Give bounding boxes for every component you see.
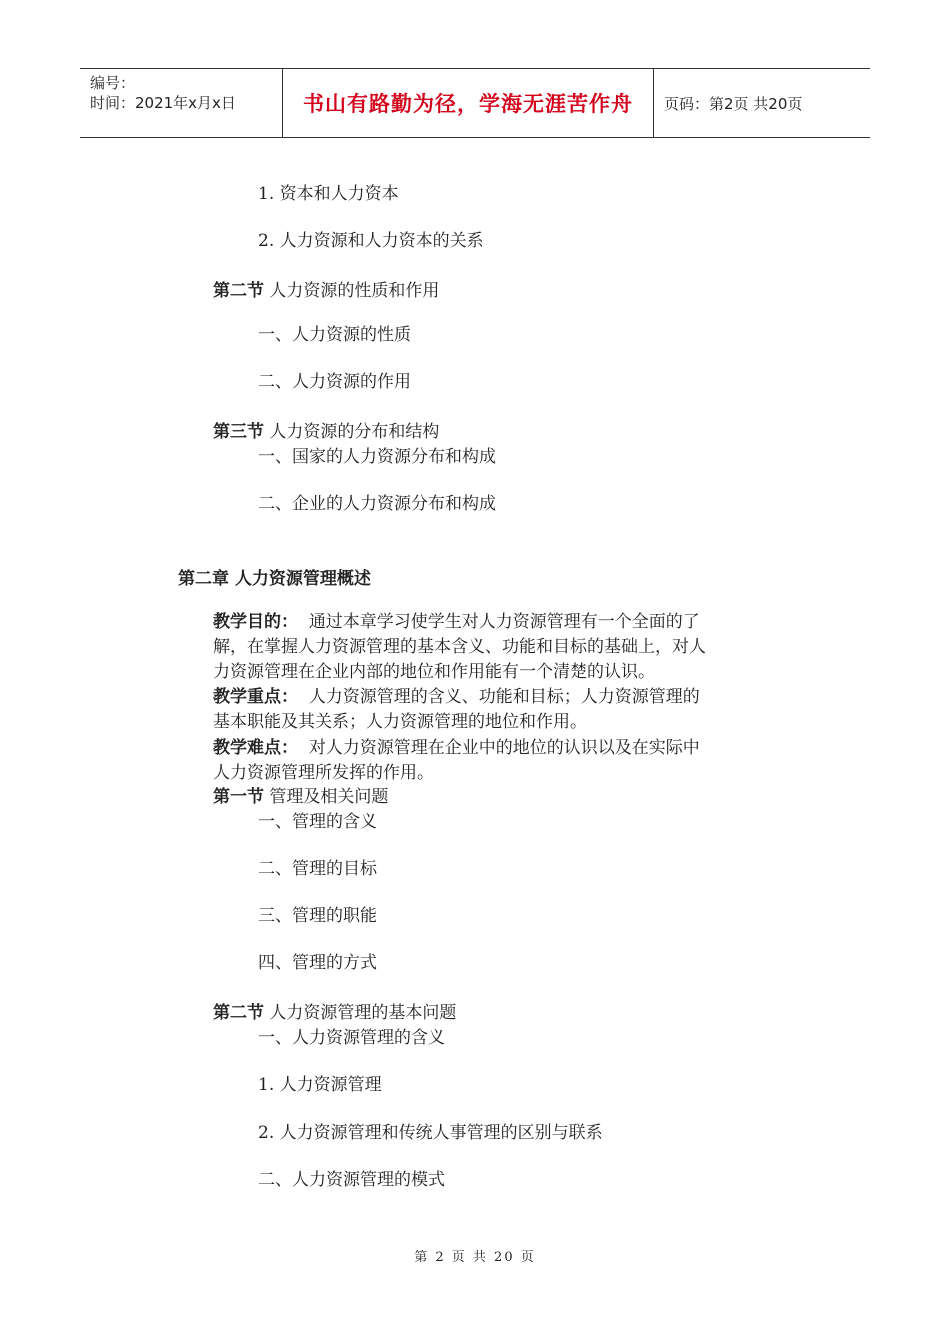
section-label: 第二节 [213, 1003, 264, 1023]
paragraph-line: 基本职能及其关系；人力资源管理的地位和作用。 [213, 712, 587, 732]
outline-item: 一、人力资源的性质 [258, 325, 411, 345]
section-label: 第一节 [213, 787, 264, 807]
goal-label: 教学目的： [213, 612, 298, 632]
section-label: 第三节 [213, 422, 264, 442]
key-label: 教学重点： [213, 687, 298, 707]
outline-item: 一、人力资源管理的含义 [258, 1028, 445, 1048]
teaching-goal [213, 610, 700, 634]
diff-label: 教学难点： [213, 738, 298, 758]
header-motto-cell [282, 69, 654, 137]
paragraph-line: 力资源管理在企业内部的地位和作用能有一个清楚的认识。 [213, 662, 655, 682]
paragraph-line: 人力资源管理所发挥的作用。 [213, 763, 434, 783]
header-meta [80, 69, 282, 137]
outline-item: 一、管理的含义 [258, 812, 377, 832]
outline-item: 二、企业的人力资源分布和构成 [258, 494, 496, 514]
outline-item: 四、管理的方式 [258, 953, 377, 973]
diff-text: 对人力资源管理在企业中的地位的认识以及在实际中 [308, 738, 700, 758]
header-page-info: 页码：第2页 共20页 [664, 94, 803, 113]
outline-item: 一、国家的人力资源分布和构成 [258, 447, 496, 467]
outline-item: 1. 资本和人力资本 [258, 184, 399, 204]
section-title: 人力资源管理的基本问题 [269, 1003, 457, 1023]
section-heading [213, 1001, 456, 1025]
section-heading [213, 279, 439, 303]
section-title: 管理及相关问题 [269, 787, 389, 807]
section-heading [213, 420, 439, 444]
outline-item: 三、管理的职能 [258, 906, 377, 926]
section-title: 人力资源的分布和结构 [269, 422, 440, 442]
header-motto: 书山有路勤为径，学海无涯苦作舟 [303, 92, 633, 116]
teaching-key [213, 685, 700, 709]
page-footer: 第 2 页 共 20 页 [414, 1250, 536, 1265]
section-heading [213, 785, 388, 809]
outline-item: 2. 人力资源管理和传统人事管理的区别与联系 [258, 1123, 603, 1143]
outline-item: 二、人力资源管理的模式 [258, 1170, 445, 1190]
outline-item: 2. 人力资源和人力资本的关系 [258, 231, 484, 251]
outline-item: 1. 人力资源管理 [258, 1075, 382, 1095]
goal-text: 通过本章学习使学生对人力资源管理有一个全面的了 [308, 612, 700, 632]
outline-item: 二、人力资源的作用 [258, 372, 411, 392]
teaching-difficulty [213, 736, 700, 760]
outline-item: 二、管理的目标 [258, 859, 377, 879]
section-label: 第二节 [213, 281, 264, 301]
number-label: 编号： [90, 74, 136, 92]
key-text: 人力资源管理的含义、功能和目标；人力资源管理的 [308, 687, 700, 707]
section-title: 人力资源的性质和作用 [269, 281, 440, 301]
page-header [80, 68, 870, 138]
time-label: 时间：2021年x月x日 [90, 94, 236, 112]
paragraph-line: 解，在掌握人力资源管理的基本含义、功能和目标的基础上，对人 [213, 637, 706, 657]
chapter-heading: 第二章 人力资源管理概述 [178, 569, 371, 589]
